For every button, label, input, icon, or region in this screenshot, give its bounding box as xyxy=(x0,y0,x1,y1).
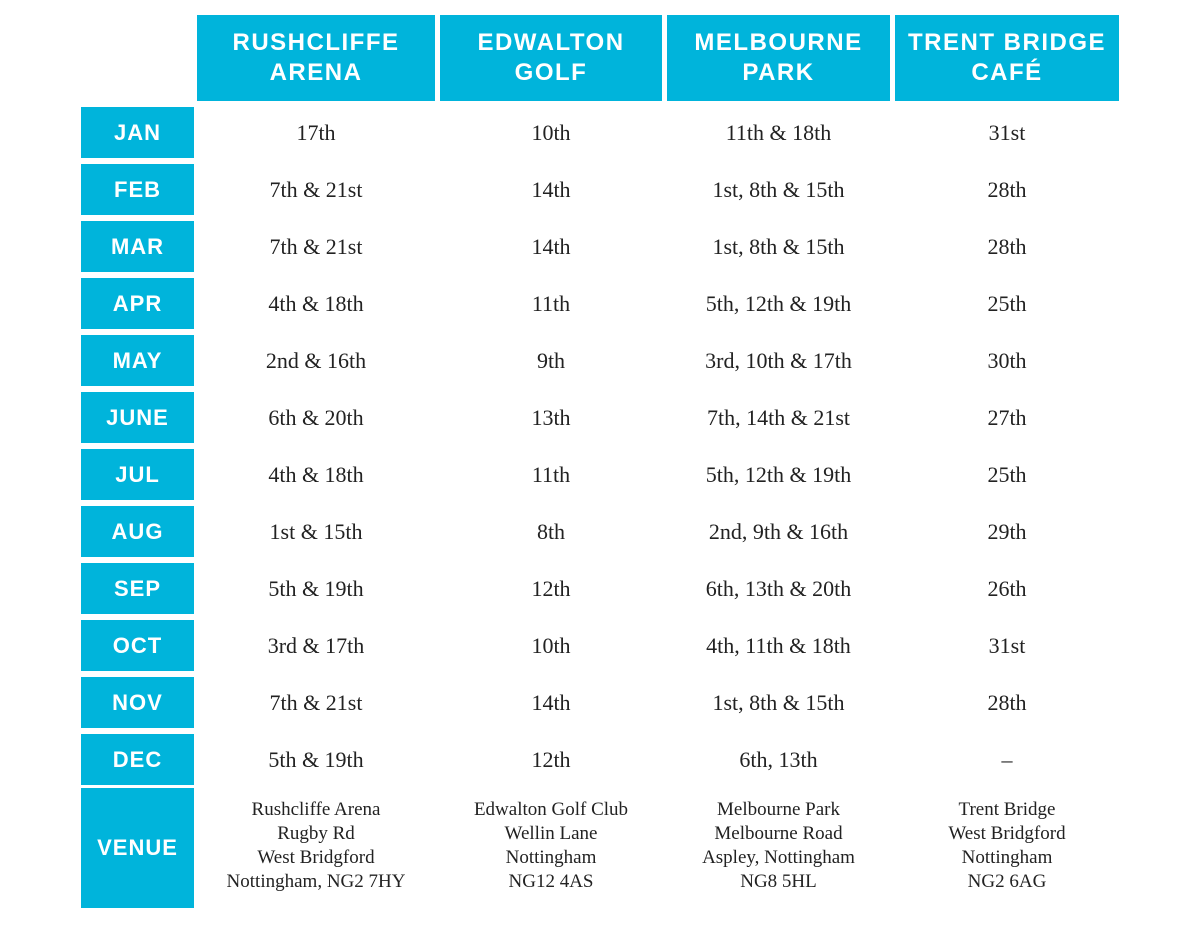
address-line: Rushcliffe Arena xyxy=(251,799,381,820)
date-cell: 14th xyxy=(531,689,571,715)
month-label: APR xyxy=(81,278,194,329)
address-line: Nottingham, NG2 7HY xyxy=(226,871,406,892)
month-label: MAY xyxy=(81,335,194,386)
date-cell: 6th & 20th xyxy=(268,404,364,430)
header-line: EDWALTON xyxy=(477,29,625,56)
date-cell: 4th, 11th & 18th xyxy=(706,632,851,658)
address-line: West Bridgford xyxy=(948,823,1066,844)
date-cell: 7th & 21st xyxy=(269,233,363,259)
venue-address-melbourne xyxy=(667,798,890,894)
month-label: SEP xyxy=(81,563,194,614)
month-label: NOV xyxy=(81,677,194,728)
month-label: DEC xyxy=(81,734,194,785)
address-line: NG12 4AS xyxy=(508,871,594,892)
address-line: Wellin Lane xyxy=(504,823,598,844)
header-line: PARK xyxy=(742,59,815,86)
date-cell: 13th xyxy=(531,404,571,430)
month-label: AUG xyxy=(81,506,194,557)
address-line: West Bridgford xyxy=(257,847,375,868)
header-trent-bridge-cafe xyxy=(895,15,1119,101)
address-line: Melbourne Park xyxy=(717,799,840,820)
date-cell: 6th, 13th & 20th xyxy=(705,575,852,601)
header-line: ARENA xyxy=(269,59,363,86)
address-line: Nottingham xyxy=(505,847,597,868)
date-cell: 1st, 8th & 15th xyxy=(712,176,845,202)
address-line: Rugby Rd xyxy=(277,823,355,844)
date-cell: 31st xyxy=(988,632,1026,658)
header-line: TRENT BRIDGE xyxy=(908,29,1106,56)
date-cell: 12th xyxy=(531,746,571,772)
month-label: OCT xyxy=(81,620,194,671)
header-line: GOLF xyxy=(514,59,588,86)
date-cell: 26th xyxy=(987,575,1027,601)
address-line: Trent Bridge xyxy=(958,799,1056,820)
date-cell: 12th xyxy=(531,575,571,601)
month-label: MAR xyxy=(81,221,194,272)
header-line: MELBOURNE xyxy=(694,29,863,56)
date-cell: 25th xyxy=(987,290,1027,316)
date-cell: 1st, 8th & 15th xyxy=(712,689,845,715)
date-cell: 6th, 13th xyxy=(739,746,818,772)
date-cell: 5th, 12th & 19th xyxy=(705,290,852,316)
venue-row-label: VENUE xyxy=(81,788,194,908)
date-cell: 5th, 12th & 19th xyxy=(705,461,852,487)
address-line: Aspley, Nottingham xyxy=(702,847,855,868)
date-cell: 27th xyxy=(987,404,1027,430)
header-rushcliffe-arena xyxy=(197,15,435,101)
address-line: Nottingham xyxy=(961,847,1053,868)
header-edwalton-golf xyxy=(440,15,662,101)
date-cell: 3rd, 10th & 17th xyxy=(705,347,852,373)
address-line: Melbourne Road xyxy=(714,823,843,844)
date-cell: 4th & 18th xyxy=(268,461,364,487)
date-cell: 7th, 14th & 21st xyxy=(706,404,850,430)
date-cell: 17th xyxy=(296,119,336,145)
month-label: JUNE xyxy=(81,392,194,443)
date-cell: 7th & 21st xyxy=(269,176,363,202)
date-cell: 3rd & 17th xyxy=(267,632,365,658)
date-cell: 25th xyxy=(987,461,1027,487)
date-cell: 8th xyxy=(536,518,566,544)
date-cell: 11th xyxy=(531,461,571,487)
month-label: FEB xyxy=(81,164,194,215)
date-cell: 5th & 19th xyxy=(268,746,364,772)
date-cell: 1st & 15th xyxy=(269,518,363,544)
header-line: CAFÉ xyxy=(971,59,1043,86)
date-cell: – xyxy=(1001,746,1013,772)
date-cell: 14th xyxy=(531,233,571,259)
date-cell: 2nd, 9th & 16th xyxy=(708,518,849,544)
address-line: NG2 6AG xyxy=(967,871,1047,892)
date-cell: 4th & 18th xyxy=(268,290,364,316)
date-cell: 29th xyxy=(987,518,1027,544)
month-label: JUL xyxy=(81,449,194,500)
date-cell: 10th xyxy=(531,119,571,145)
date-cell: 5th & 19th xyxy=(268,575,364,601)
date-cell: 7th & 21st xyxy=(269,689,363,715)
date-cell: 14th xyxy=(531,176,571,202)
date-cell: 28th xyxy=(987,233,1027,259)
venue-address-trent-bridge xyxy=(895,798,1119,894)
venue-address-rushcliffe xyxy=(197,798,435,894)
month-label: JAN xyxy=(81,107,194,158)
date-cell: 2nd & 16th xyxy=(265,347,367,373)
address-line: NG8 5HL xyxy=(740,871,817,892)
date-cell: 28th xyxy=(987,689,1027,715)
date-cell: 1st, 8th & 15th xyxy=(712,233,845,259)
date-cell: 31st xyxy=(988,119,1026,145)
date-cell: 11th & 18th xyxy=(725,119,832,145)
address-line: Edwalton Golf Club xyxy=(473,799,629,820)
date-cell: 30th xyxy=(987,347,1027,373)
date-cell: 11th xyxy=(531,290,571,316)
date-cell: 28th xyxy=(987,176,1027,202)
date-cell: 9th xyxy=(536,347,566,373)
header-melbourne-park xyxy=(667,15,890,101)
header-line: RUSHCLIFFE xyxy=(232,29,400,56)
venue-address-edwalton xyxy=(440,798,662,894)
date-cell: 10th xyxy=(531,632,571,658)
